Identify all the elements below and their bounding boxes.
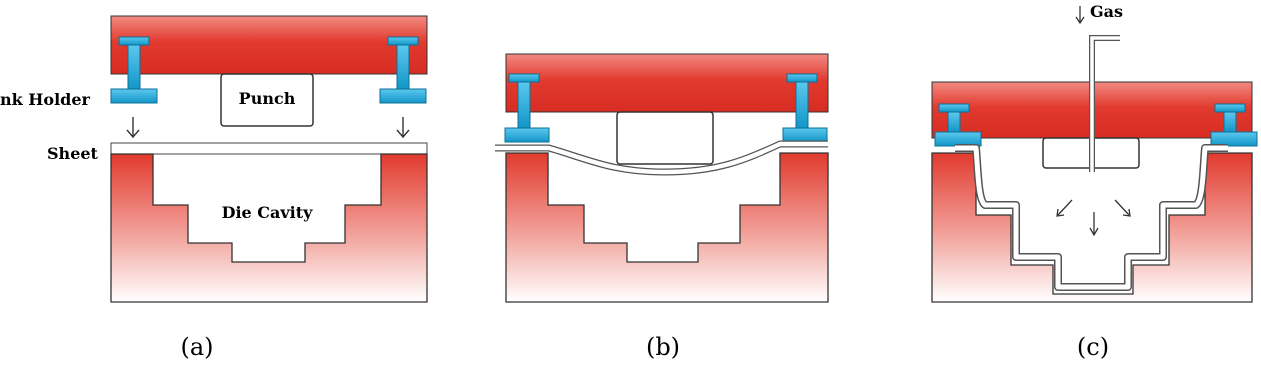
panel-a [0, 16, 427, 361]
down-arrow-icon [1076, 6, 1084, 23]
label-punch: Punch [238, 89, 296, 108]
label-die-cavity: Die Cavity [221, 203, 313, 222]
punch [617, 112, 713, 164]
caption-c: (c) [1076, 333, 1110, 361]
upper-platen [111, 16, 427, 74]
caption-b: (b) [645, 333, 681, 361]
down-arrow-icon [127, 117, 139, 137]
down-arrow-icon [1057, 200, 1072, 216]
upper-platen [506, 54, 828, 112]
sheet [111, 143, 427, 154]
die [111, 154, 427, 302]
label-blank-holder: nk Holder [0, 90, 90, 109]
caption-a: (a) [180, 333, 214, 361]
down-arrow-icon [1115, 200, 1130, 216]
panel-c [932, 2, 1257, 361]
down-arrow-icon [1090, 212, 1098, 235]
label-sheet: Sheet [47, 144, 98, 163]
label-gas: Gas [1090, 2, 1124, 21]
panel-b [495, 54, 828, 361]
down-arrow-icon [397, 117, 409, 137]
